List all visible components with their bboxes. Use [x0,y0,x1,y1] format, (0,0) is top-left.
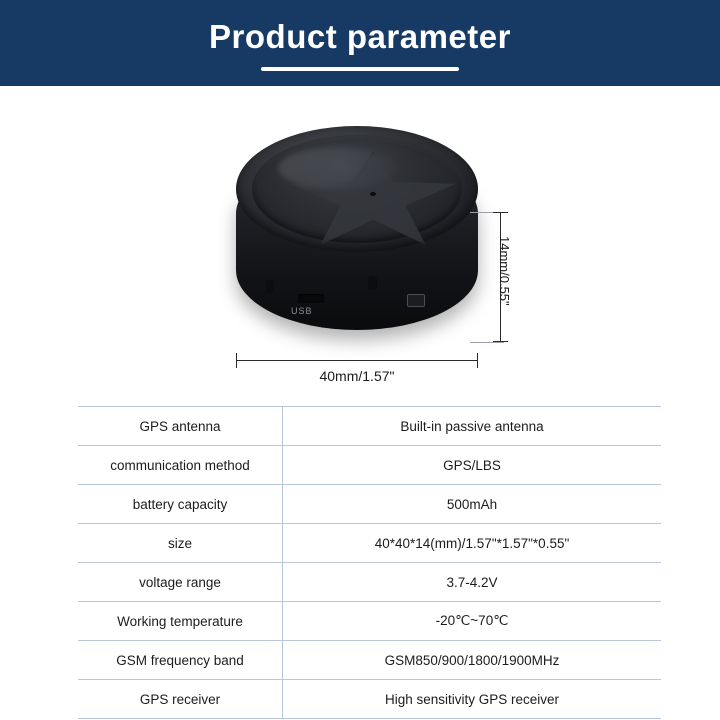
table-row [78,680,661,719]
product-image-area [0,86,720,398]
spec-key: size [78,524,283,563]
star-emblem-icon [288,151,458,245]
spec-key: GPS receiver [78,680,283,719]
table-row [78,524,661,563]
spec-key: communication method [78,446,283,485]
page-header-banner [0,0,720,86]
diameter-dimension-label: 40mm/1.57" [319,368,395,384]
device-side-notch-right [368,276,377,290]
spec-key: battery capacity [78,485,283,524]
page-title: Product parameter [209,17,511,55]
gps-tracker-device-illustration [236,126,478,340]
spec-key: GPS antenna [78,407,283,446]
spec-value: 40*40*14(mm)/1.57"*1.57"*0.55" [283,524,662,563]
spec-key: GSM frequency band [78,641,283,680]
device-top-inset-disc [252,135,462,243]
spec-value: High sensitivity GPS receiver [283,680,662,719]
usb-port-label: USB [291,306,313,316]
device-top-face [236,126,478,252]
specification-table [78,406,661,719]
table-row [78,446,661,485]
specification-table-body [78,407,661,719]
spec-key: Working temperature [78,602,283,641]
center-dot [370,192,376,196]
table-row [78,602,661,641]
table-row [78,407,661,446]
height-dimension-tick-bottom [470,342,504,343]
table-row [78,485,661,524]
device-side-button [407,294,425,307]
spec-value: -20℃~70℃ [283,602,662,641]
usb-port [298,294,324,303]
spec-value: GPS/LBS [283,446,662,485]
title-underline-rule [261,67,459,71]
diameter-dimension-line [236,360,478,361]
table-row [78,641,661,680]
spec-value: 500mAh [283,485,662,524]
spec-value: 3.7-4.2V [283,563,662,602]
device-side-notch-left [266,280,274,294]
spec-key: voltage range [78,563,283,602]
spec-value: GSM850/900/1800/1900MHz [283,641,662,680]
table-row [78,563,661,602]
spec-value: Built-in passive antenna [283,407,662,446]
height-dimension-label: 14mm/0.55" [497,236,512,306]
